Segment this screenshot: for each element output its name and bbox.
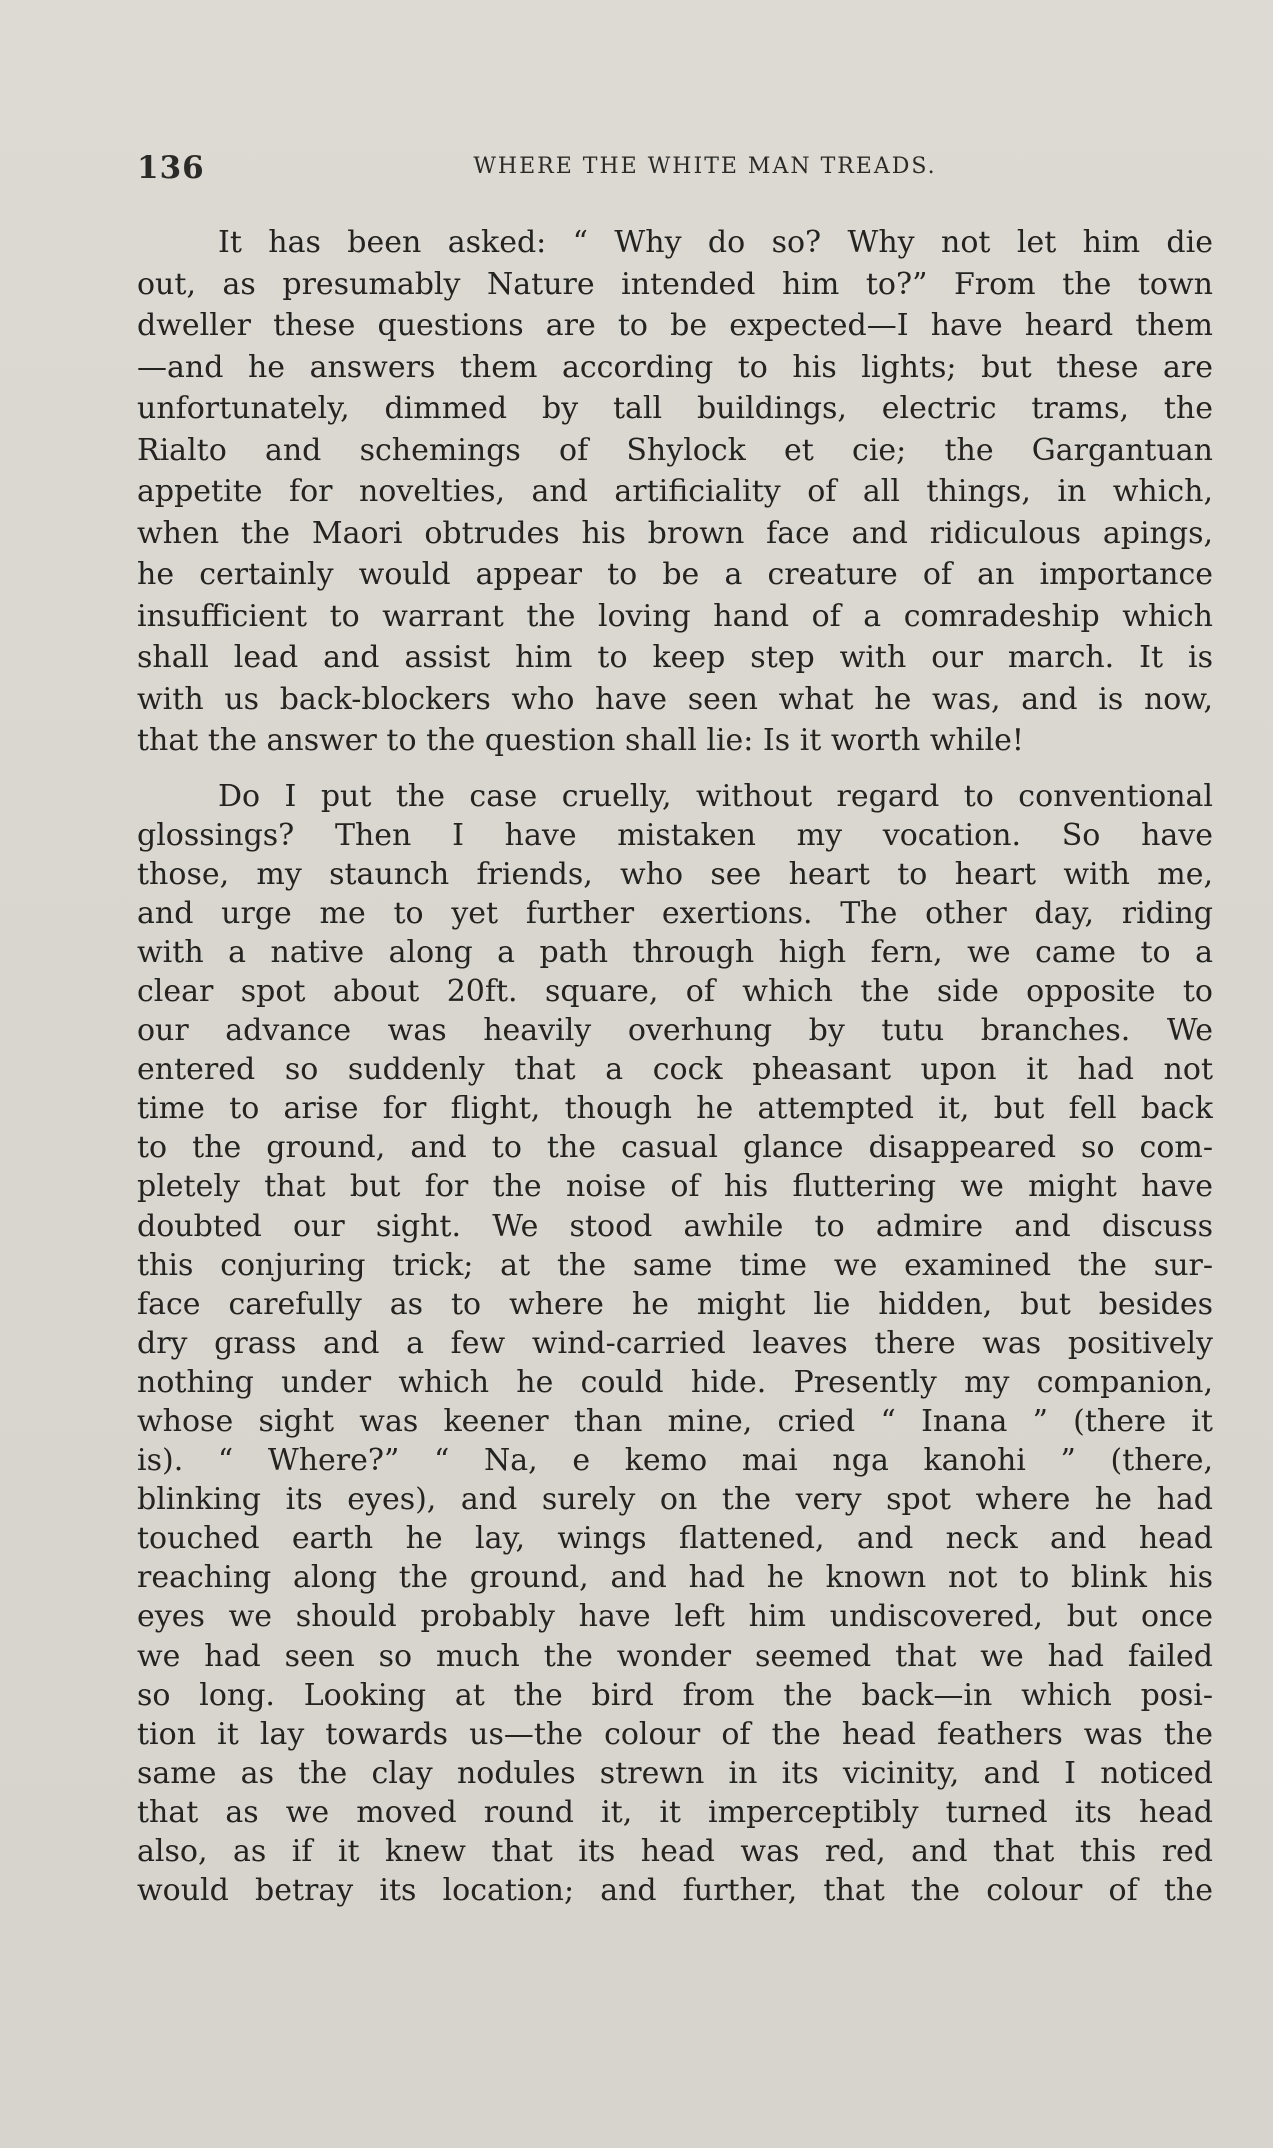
text-line: clear spot about 20ft. square, of which the side opposite to bbox=[137, 973, 1213, 1009]
text-line: to the ground, and to the casual glance disappeared so com- bbox=[137, 1130, 1213, 1166]
text-line: appetite for novelties, and artificiality of all things, in which, bbox=[137, 474, 1213, 509]
text-line: reaching along the ground, and had he known not to blink his bbox=[137, 1560, 1213, 1596]
paragraph-2 bbox=[137, 777, 1213, 1911]
text-line: touched earth he lay, wings flattened, and neck and head bbox=[137, 1521, 1213, 1557]
text-line: Rialto and schemings of Shylock et cie; the Gargantuan bbox=[137, 432, 1213, 468]
text-line: eyes we should probably have left him undiscovered, but once bbox=[137, 1599, 1213, 1635]
text-line: shall lead and assist him to keep step with our march. It is bbox=[137, 640, 1213, 675]
text-line: doubted our sight. We stood awhile to admire and discuss bbox=[137, 1208, 1213, 1244]
text-line: when the Maori obtrudes his brown face and ridiculous apings, bbox=[137, 515, 1213, 551]
text-line: and urge me to yet further exertions. The other day, riding bbox=[137, 895, 1213, 931]
text-line: so long. Looking at the bird from the back—in which posi- bbox=[137, 1677, 1213, 1713]
text-line: blinking its eyes), and surely on the very spot where he had bbox=[137, 1482, 1213, 1518]
page-number: 136 bbox=[137, 150, 205, 186]
text-line: this conjuring trick; at the same time we examined the sur- bbox=[137, 1247, 1213, 1283]
text-line: time to arise for flight, though he attempted it, but fell back bbox=[137, 1091, 1213, 1127]
text-line: entered so suddenly that a cock pheasant upon it had not bbox=[137, 1052, 1213, 1088]
text-line: It has been asked: “ Why do so? Why not let him die bbox=[218, 225, 1213, 260]
text-line: he certainly would appear to be a creature of an importance bbox=[137, 557, 1213, 592]
text-line: Do I put the case cruelly, without regard to conventional bbox=[218, 778, 1213, 814]
text-line: we had seen so much the wonder seemed that we had failed bbox=[137, 1638, 1213, 1674]
body-text bbox=[137, 222, 1213, 1910]
text-line: would betray its location; and further, that the colour of the bbox=[137, 1873, 1213, 1909]
text-line: with a native along a path through high fern, we came to a bbox=[137, 934, 1213, 970]
text-line: dry grass and a few wind-carried leaves there was positively bbox=[137, 1325, 1213, 1361]
text-line: face carefully as to where he might lie hidden, but besides bbox=[137, 1286, 1213, 1322]
text-line: that as we moved round it, it imperceptibly turned its head bbox=[137, 1794, 1213, 1830]
text-line: pletely that but for the noise of his fluttering we might have bbox=[137, 1169, 1213, 1205]
text-line: with us back-blockers who have seen what he was, and is now, bbox=[137, 681, 1213, 717]
text-line: unfortunately, dimmed by tall buildings, electric trams, the bbox=[137, 391, 1213, 426]
text-line: whose sight was keener than mine, cried “ Inana ” (there it bbox=[137, 1404, 1213, 1439]
text-line: that the answer to the question shall lie: Is it worth while! bbox=[137, 723, 1024, 758]
text-line: dweller these questions are to be expected—I have heard them bbox=[137, 308, 1213, 343]
paragraph-1 bbox=[137, 222, 1213, 762]
text-line: also, as if it knew that its head was red, and that this red bbox=[137, 1834, 1213, 1870]
text-line: same as the clay nodules strewn in its vicinity, and I noticed bbox=[137, 1755, 1213, 1791]
running-title: WHERE THE WHITE MAN TREADS. bbox=[473, 154, 937, 179]
text-line: —and he answers them according to his lights; but these are bbox=[137, 349, 1213, 385]
text-line: those, my staunch friends, who see heart to heart with me, bbox=[137, 856, 1213, 892]
text-line: insufficient to warrant the loving hand of a comradeship which bbox=[137, 598, 1213, 634]
text-line: out, as presumably Nature intended him to?” From the town bbox=[137, 266, 1213, 302]
text-line: glossings? Then I have mistaken my vocation. So have bbox=[137, 817, 1213, 853]
text-line: our advance was heavily overhung by tutu branches. We bbox=[137, 1013, 1213, 1049]
text-line: nothing under which he could hide. Presently my companion, bbox=[137, 1364, 1213, 1400]
text-line: is). “ Where?” “ Na, e kemo mai nga kanohi ” (there, bbox=[137, 1443, 1213, 1479]
running-head bbox=[137, 150, 1213, 190]
text-line: tion it lay towards us—the colour of the head feathers was the bbox=[137, 1716, 1213, 1752]
